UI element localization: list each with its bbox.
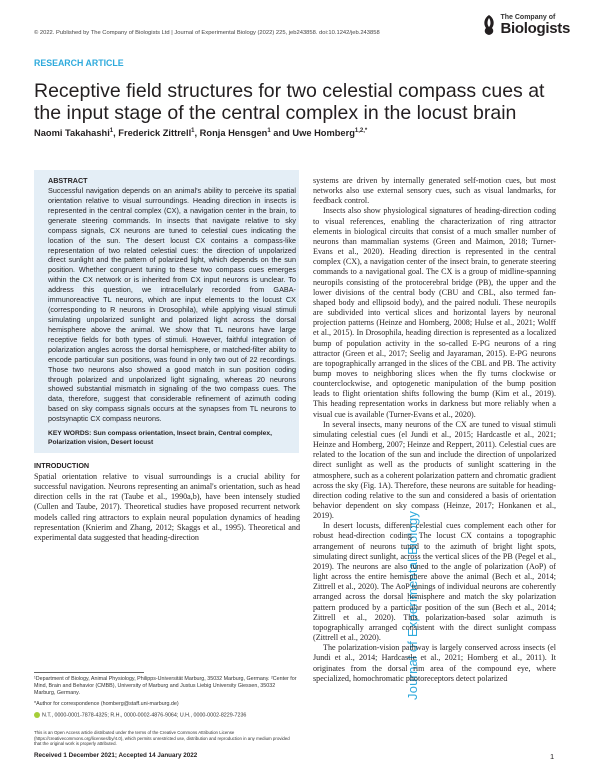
footnote-rule [34,672,144,673]
paragraph: systems are driven by internally generated self-motion cues, but most networks also use external sensory cues, such as visual landmarks, for feedback control. [313,176,556,206]
publisher-logo [481,14,570,36]
received-dates: Received 1 December 2021; Accepted 14 January 2022 [34,752,198,759]
article-title: Receptive field structures for two celestial compass cues at the input stage of the central complex in the locust brain [34,80,545,124]
abstract-text: Successful navigation depends on an animal's ability to perceive its spatial orientation relative to visual surroundings. Heading direction in insects is represented in the central complex (CX), a navigation center in the brain, to generate steering commands. In insects that navigate relative to sky compass signals, CX neurons are tuned to celestial cues indicating the location of the sun. The desert locust CX contains a compass-like representation of two related celestial cues: the direction of unpolarized direct sunlight and the pattern of polarized light, which depends on the sun position. Whether congruent tuning to these two compass cues emerges within the CX network or is inherited from CX input neurons is unclear. To address this question, we intracellularly recorded from GABA-immunoreactive TL neurons, which are input elements to the locust CX (corresponding to R neurons in Drosophila), while applying visual stimuli simulating unpolarized sunlight and polarized light across the dorsal hemisphere above the animal. We show that TL neurons have large receptive fields for both types of stimuli. However, faithful integration of polarization angles across the dorsal hemisphere, or matched-filter ability to encode particular sun positions, was found in only two out of 22 recordings. Those two neurons also showed a good match in sun position coding through polarized and unpolarized light signaling, whereas 20 neurons showed substantial mismatch in signaling of the two compass cues. The data, therefore, suggest that considerable refinement of azimuth coding based on sky compass signals occurs at the synapses from TL neurons to postsynaptic CX compass neurons. [48,186,296,424]
keywords: KEY WORDS: Sun compass orientation, Insect brain, Central complex, Polarization vision, Desert locust [48,430,272,446]
logo-mark-icon [481,14,497,36]
introduction-text: Spatial orientation relative to visual surroundings is a crucial ability for successful navigation. Neurons representing an animal's orientation, such as head direction cells in the rat (Taube et al., 1990a,b), have been intensely studied (Cullen and Taube, 2017). Theoretical studies have proposed recurrent network models called ring attractors to explain neural population dynamics of heading representation (Knierim and Zhang, 2012; Skaggs et al., 1995). Theoretical and experimental data suggested that heading-direction [34,472,300,542]
introduction-heading: INTRODUCTION [34,461,90,470]
author-list: Naomi Takahashi$^1$, Frederick Zittrell$^1$, Ronja Hensgen$^1$ and Uwe Homberg$^{1,2,*}$ [34,128,368,139]
paragraph: The polarization-vision pathway is largely conserved across insects (el Jundi et al., 2014; Hardcastle et al., 2021; Homberg et al., 2011). It originates from the dorsal rim area of the compound eye, where specialized, homochromatic photoreceptors detect polarized [313,643,556,683]
journal-sidebar-label: Journal of Experimental Biology [404,510,420,700]
logo-text-top: The Company of [500,14,556,21]
orcid-icon [34,712,40,718]
license-text: This is an Open Access article distributed under the terms of the Creative Commons Attribution License (https://creativecommons.org/licenses/by/4.0), which permits unrestricted use, distribution and reproduction in any medium provided that the original work is properly attributed. [34,730,290,747]
paragraph: In several insects, many neurons of the CX are tuned to visual stimuli simulating celestial cues (el Jundi et al., 2015; Hardcastle et al., 2021; Heinze and Homberg, 2007; Heinze and Reppert, 2011). Celestial cues are related to the location of the sun and include the direction of unpolarized direct sunlight as well as the products of sunlight scattering in the atmosphere, such as a coherent polarization pattern and chromatic gradient across the sky (Fig. 1A). Therefore, these neurons are suitable for heading-direction coding relative to the sun and considered a basis of orientation behavior dependent on sky compass (Heinze, 2017; Honkanen et al., 2019). [313,419,556,521]
author: Uwe Homberg [292,128,355,139]
page-number: 1 [550,752,555,761]
right-column [313,176,556,684]
author: Naomi Takahashi [34,128,110,139]
paragraph: Insects also show physiological signatures of heading-direction coding to visual references, enabling the characterization of ring attractor elements in biological circuits that consist of a much smaller number of neurons than mammalian systems (Green and Maimon, 2018; Turner-Evans et al., 2020). Heading direction is represented in the central complex (CX), a navigation center of the insect brain, to generate steering commands to a navigational goal. The CX is a group of midline-spanning neuropils consisting of the protocerebral bridge (PB), the upper and the lower divisions of the central body (CBU and CBL, also termed fan-shaped body and ellipsoid body), and the paired noduli. These neuropils are subdivided into vertical slices and horizontal layers by neuronal projection patterns (Heinze and Homberg, 2008; Hulse et al., 2021; Wolff et al., 2015). In Drosophila, heading direction is represented as a localized bump of population activity in the so-called E-PG neurons of a ring attractor (Green et al., 2017; Seelig and Jayaraman, 2015). E-PG neurons are topographically arranged in the slices of the CBL and PB. The activity bump moves to neighboring slices when the fly turns clockwise or counterclockwise, and optogenetic manipulation of the bump position leads to flight orientation shifts following the bump (Kim et al., 2019). This heading representation works in darkness but more reliably when a visual cue is available (Turner-Evans et al., 2020). [313,206,556,419]
affiliation: ¹Department of Biology, Animal Physiology, Philipps-Universität Marburg, 35032 Marburg, Germany. ²Center for Mind, Brain and Behavior (CMBB), University of Marburg and Justus Liebig University Giessen, 35032 Marburg, Germany. [34,676,297,696]
author: Frederick Zittrell [118,128,192,139]
author: Ronja Hensgen [199,128,268,139]
citation-line: © 2022. Published by The Company of Biologists Ltd | Journal of Experimental Biology (2022) 225, jeb243858. doi:10.1242/jeb.243858 [34,30,380,36]
footnotes [34,676,298,723]
abstract-heading: ABSTRACT [48,176,88,185]
logo-text-name: Biologists [500,20,570,37]
correspondence: *Author for correspondence (homberg@staff.uni-marburg.de) [34,701,179,707]
paragraph: In desert locusts, different celestial cues complement each other for robust head-direction coding. The locust CX contains a topographic arrangement of neurons tuned to the azimuth of bright light spots, simulating direct sunlight, across the vertical slices of the PB (Pegel et al., 2019). The neurons are also tuned to the angle of polarization (AoP) of light across the entire hemisphere above the animal (Bech et al., 2014; Zittrell et al., 2020). The AoP tunings of individual neurons are coherently arranged across the dorsal hemisphere and match the sky polarization pattern produced by a particular position of the sun (Bech et al., 2014; Zittrell et al., 2020). This polarization-based solar azimuth is topographically arranged consistent with the direct sunlight compass (Zittrell et al., 2020). [313,521,556,643]
section-label: RESEARCH ARTICLE [34,58,124,68]
orcid-line: N.T., 0000-0001-7878-4325; R.H., 0000-0002-4876-9064; U.H., 0000-0002-8229-7236 [34,712,298,719]
